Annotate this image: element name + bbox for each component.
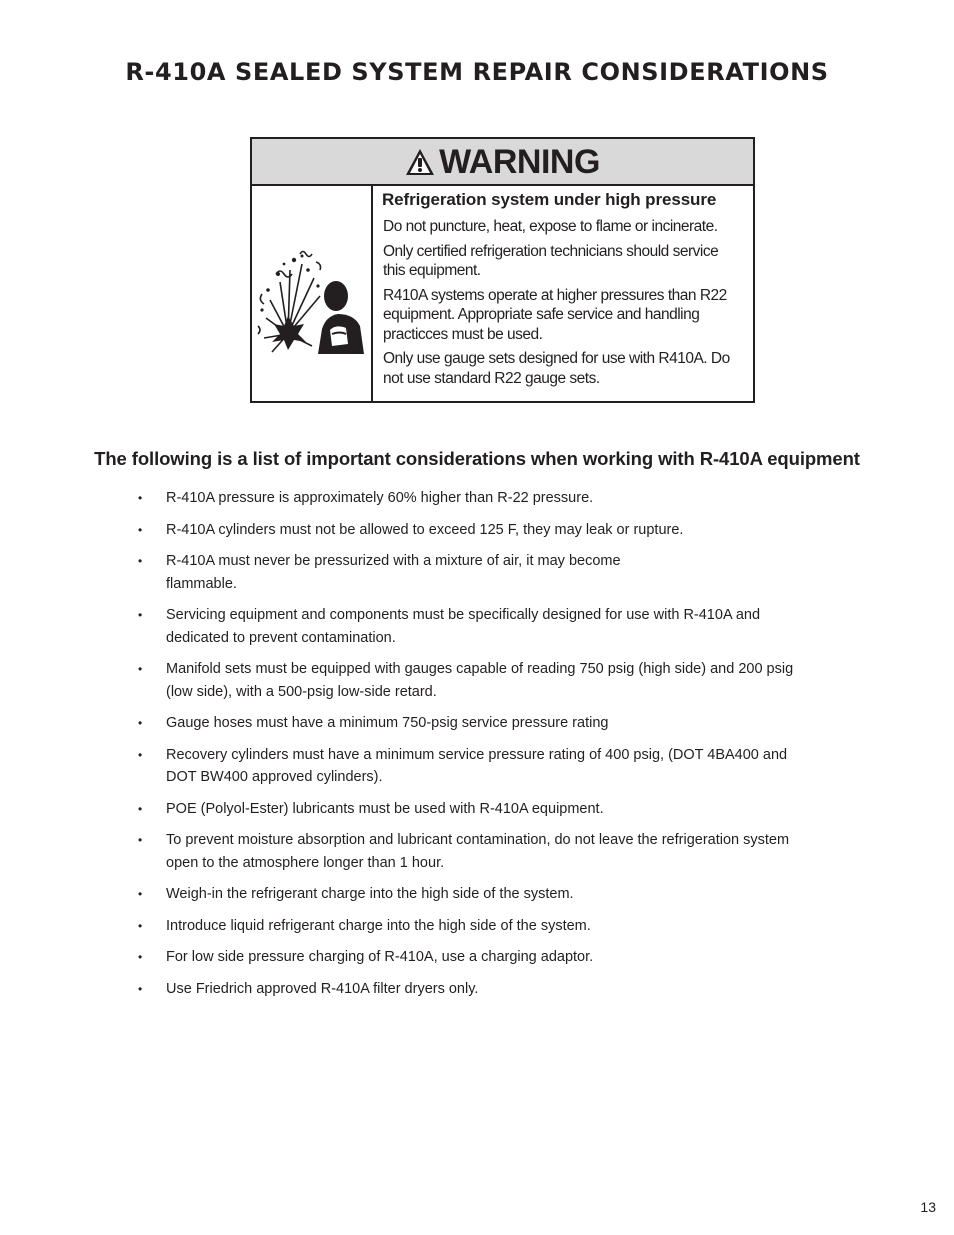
warning-body	[252, 186, 753, 401]
warning-box	[250, 137, 755, 403]
list-item: • Weigh-in the refrigerant charge into the high side of the system.	[136, 883, 816, 906]
list-heading: The following is a list of important considerations when working with R-410A equipment	[94, 448, 860, 469]
warning-label: WARNING	[439, 142, 600, 181]
list-item: • Servicing equipment and components must be specifically designed for use with R-410A and dedicated to prevent contamination.	[136, 604, 816, 649]
list-item: • To prevent moisture absorption and lubricant contamination, do not leave the refrigeration system open to the atmosphere longer than 1 hour.	[136, 829, 816, 874]
warning-item: Only use gauge sets designed for use with R410A. Do not use standard R22 gauge sets.	[383, 350, 730, 387]
warning-item: Do not puncture, heat, expose to flame or incinerate.	[383, 218, 718, 235]
list-item: • Use Friedrich approved R-410A filter dryers only.	[136, 978, 816, 1001]
explosion-hazard-icon	[256, 234, 368, 354]
list-item: • POE (Polyol-Ester) lubricants must be used with R-410A equipment.	[136, 798, 816, 821]
warning-subhead: Refrigeration system under high pressure	[382, 190, 717, 209]
list-item: • R-410A must never be pressurized with a mixture of air, it may become flammable.	[136, 550, 656, 595]
warning-triangle-icon	[405, 148, 435, 176]
page-number: 13	[920, 1199, 936, 1215]
page-title: R-410A SEALED SYSTEM REPAIR CONSIDERATIONS	[125, 58, 829, 86]
list-item: • R-410A cylinders must not be allowed to exceed 125 F, they may leak or rupture.	[136, 519, 816, 542]
considerations-list	[136, 487, 816, 1009]
warning-header	[252, 139, 753, 186]
list-item: • Gauge hoses must have a minimum 750-psig service pressure rating	[136, 712, 816, 735]
list-item: • Manifold sets must be equipped with gauges capable of reading 750 psig (high side) and 200 psig (low side), with a 500-psig low-side retard.	[136, 658, 816, 703]
list-item: • Recovery cylinders must have a minimum service pressure rating of 400 psig, (DOT 4BA400 and DOT BW400 approved cylinders).	[136, 744, 816, 789]
list-item: • For low side pressure charging of R-410A, use a charging adaptor.	[136, 946, 816, 969]
warning-text	[373, 186, 753, 401]
warning-item: Only certified refrigeration technicians should service this equipment.	[383, 242, 719, 279]
list-item: • Introduce liquid refrigerant charge into the high side of the system.	[136, 915, 816, 938]
symbol-panel	[252, 186, 373, 401]
warning-item: R410A systems operate at higher pressures than R22 equipment. Appropriate safe service and handling practicces must be used.	[383, 286, 727, 343]
list-item: • R-410A pressure is approximately 60% higher than R-22 pressure.	[136, 487, 816, 510]
